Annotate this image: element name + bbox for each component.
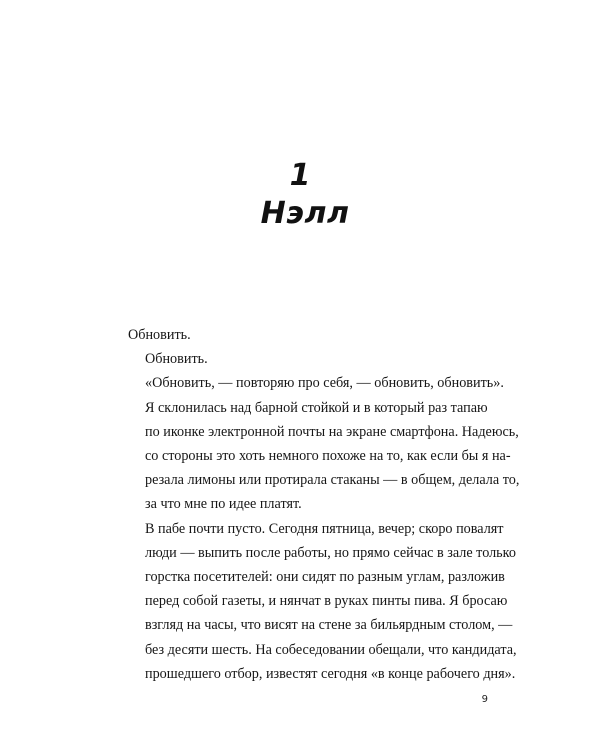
paragraph bbox=[128, 323, 486, 347]
paragraph bbox=[128, 396, 520, 517]
text-line: перед собой газеты, и нянчат в руках пинты пива. Я бросаю bbox=[145, 593, 508, 610]
text-line: «Обновить, — повторяю про себя, — обновить, обновить». bbox=[145, 375, 504, 392]
chapter-number: 1 bbox=[289, 158, 311, 193]
text-line: со стороны это хоть немного похоже на то, как если бы я на- bbox=[145, 448, 511, 465]
text-line: Обновить. bbox=[128, 327, 191, 343]
chapter-title: Нэлл bbox=[260, 196, 350, 231]
text-line: прошедшего отбор, известят сегодня «в конце рабочего дня». bbox=[145, 665, 516, 682]
text-line: Я склонилась над барной стойкой и в который раз тапаю bbox=[145, 399, 488, 416]
text-line: за что мне по идее платят. bbox=[145, 496, 302, 513]
text-line: Обновить. bbox=[145, 351, 208, 368]
paragraph bbox=[128, 347, 486, 371]
text-line: люди — выпить после работы, но прямо сейчас в зале только bbox=[145, 544, 516, 561]
body-text bbox=[128, 323, 520, 686]
text-line: без десяти шесть. На собеседовании обещали, что кандидата, bbox=[145, 641, 517, 658]
paragraph bbox=[128, 517, 517, 686]
text-line: по иконке электронной почты на экране смартфона. Надеюсь, bbox=[145, 423, 519, 440]
text-line: резала лимоны или протирала стаканы — в общем, делала то, bbox=[145, 472, 520, 489]
paragraph bbox=[128, 371, 504, 395]
text-line: В пабе почти пусто. Сегодня пятница, вечер; скоро повалят bbox=[145, 520, 504, 537]
text-line: горстка посетителей: они сидят по разным углам, разложив bbox=[145, 569, 505, 586]
text-line: взгляд на часы, что висят на стене за бильярдным столом, — bbox=[145, 617, 513, 634]
page-number: 9 bbox=[481, 694, 488, 705]
